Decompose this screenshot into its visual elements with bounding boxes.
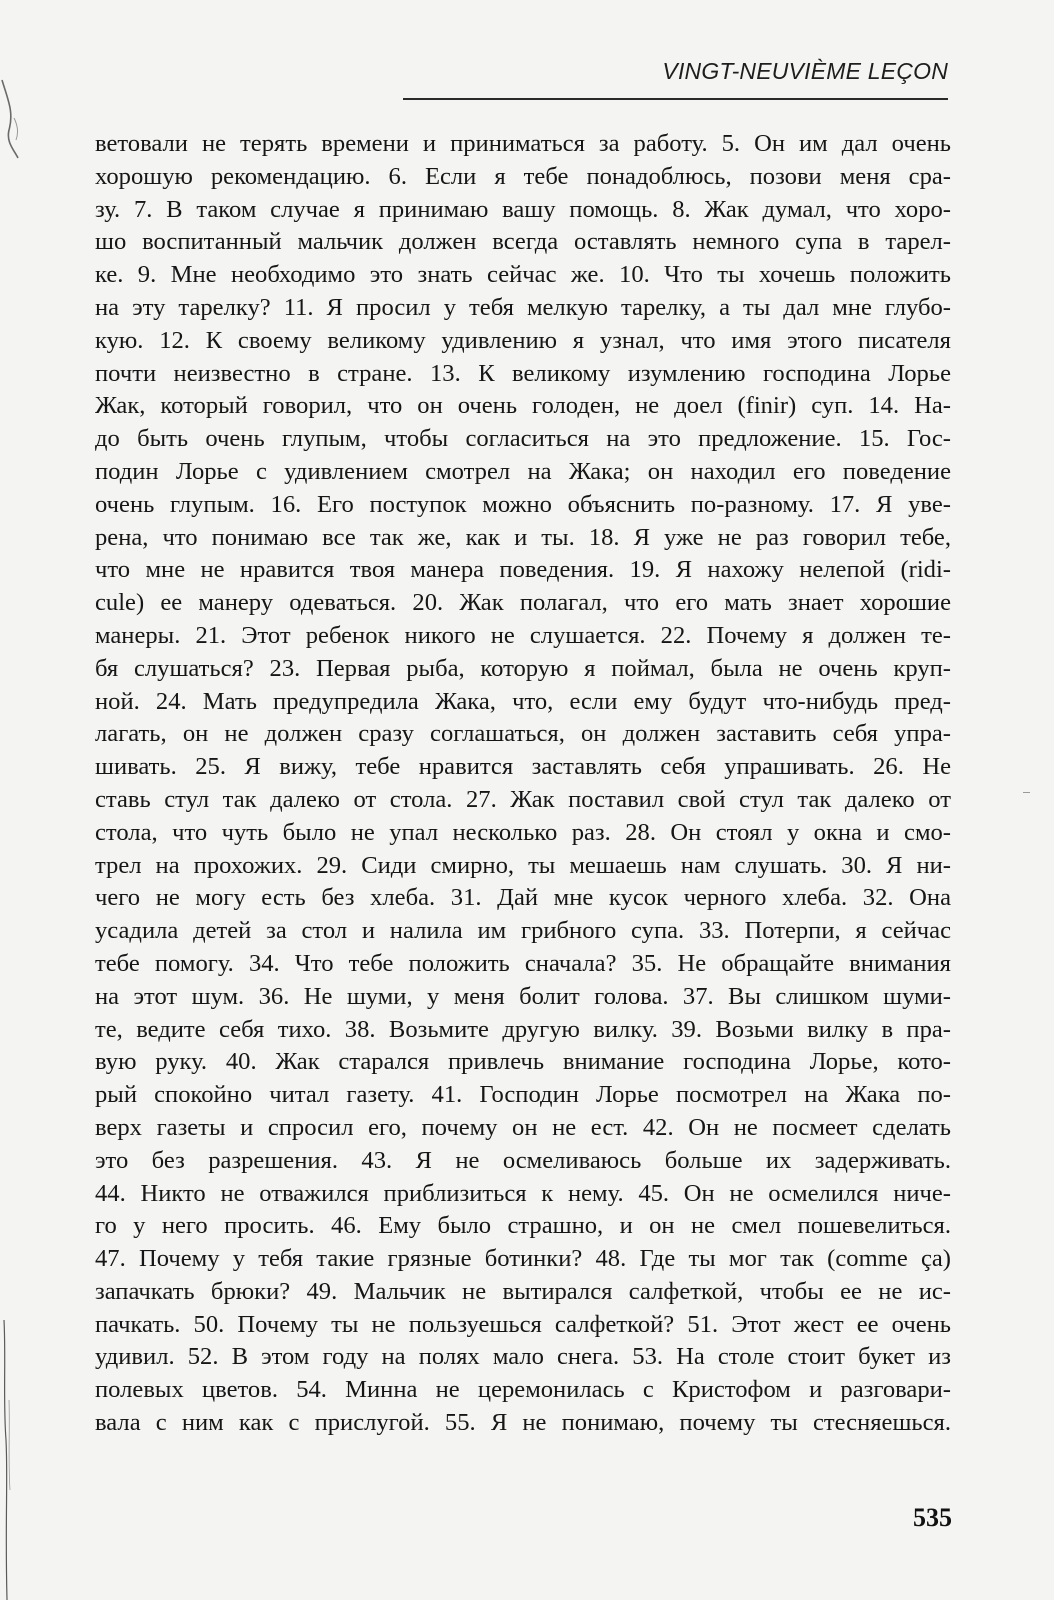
text-line: хорошую рекомендацию. 6. Если я тебе понадоблюсь, позови меня сра-: [95, 162, 951, 190]
text-line: лагать, он не должен сразу соглашаться, он должен заставить себя упра-: [95, 720, 951, 748]
text-line: вала с ним как с прислугой. 55. Я не понимаю, почему ты стесняешься.: [95, 1409, 951, 1437]
text-line: 47. Почему у тебя такие грязные ботинки? 48. Где ты мог так (comme ça): [95, 1245, 951, 1273]
text-line: на эту тарелку? 11. Я просил у тебя мелкую тарелку, а ты дал мне глубо-: [95, 293, 951, 321]
text-line: Жак, который говорил, что он очень голоден, не доел (finir) суп. 14. На-: [95, 392, 951, 420]
text-line: почти неизвестно в стране. 13. К великому изумлению господина Лорье: [95, 359, 951, 387]
text-line: те, ведите себя тихо. 38. Возьмите другую вилку. 39. Возьми вилку в пра-: [95, 1015, 951, 1043]
text-line: до быть очень глупым, чтобы согласиться на это предложение. 15. Гос-: [95, 425, 951, 453]
margin-mark: [1023, 792, 1030, 793]
text-line: удивил. 52. В этом году на полях мало снега. 53. На столе стоит букет из: [95, 1343, 951, 1371]
text-line: запачкать брюки? 49. Мальчик не вытирался салфеткой, чтобы ее не ис-: [95, 1277, 951, 1305]
text-line: усадила детей за стол и налила им грибного супа. 33. Потерпи, я сейчас: [95, 917, 951, 945]
text-line: чего не могу есть без хлеба. 31. Дай мне кусок черного хлеба. 32. Она: [95, 884, 951, 912]
text-line: го у него просить. 46. Ему было страшно, и он не смел пошевелиться.: [95, 1212, 951, 1240]
text-line: зу. 7. В таком случае я принимаю вашу помощь. 8. Жак думал, что хоро-: [95, 195, 951, 223]
text-line: cule) ее манеру одеваться. 20. Жак полагал, что его мать знает хорошие: [95, 589, 951, 617]
text-line: трел на прохожих. 29. Сиди смирно, ты мешаешь нам слушать. 30. Я ни-: [95, 851, 951, 879]
page-binding-edge: [0, 0, 22, 1600]
text-line: это без разрешения. 43. Я не осмеливаюсь больше их задерживать.: [95, 1146, 951, 1174]
text-line: очень глупым. 16. Его поступок можно объяснить по-разному. 17. Я уве-: [95, 490, 951, 518]
text-line: тебе помогу. 34. Что тебе положить сначала? 35. Не обращайте внимания: [95, 949, 951, 977]
text-line: манеры. 21. Этот ребенок никого не слушается. 22. Почему я должен те-: [95, 621, 951, 649]
text-line: шивать. 25. Я вижу, тебе нравится заставлять себя упрашивать. 26. Не: [95, 753, 951, 781]
text-line: рена, что понимаю все так же, как и ты. 18. Я уже не раз говорил тебе,: [95, 523, 951, 551]
page-number: 535: [913, 1503, 952, 1532]
text-line: ной. 24. Мать предупредила Жака, что, если ему будут что-нибудь пред-: [95, 687, 951, 715]
text-line: шо воспитанный мальчик должен всегда оставлять немного супа в тарел-: [95, 228, 951, 256]
text-line: ставь стул так далеко от стола. 27. Жак поставил свой стул так далеко от: [95, 785, 951, 813]
text-line: 44. Никто не отважился приблизиться к нему. 45. Он не осмелился ниче-: [95, 1179, 951, 1207]
running-head: VINGT-NEUVIÈME LEÇON: [662, 58, 948, 84]
text-line: стола, что чуть было не упал несколько раз. 28. Он стоял у окна и смо-: [95, 818, 951, 846]
text-line: верх газеты и спросил его, почему он не ест. 42. Он не посмеет сделать: [95, 1113, 951, 1141]
text-line: вую руку. 40. Жак старался привлечь внимание господина Лорье, кото-: [95, 1048, 951, 1076]
body-text: [95, 128, 951, 1440]
text-line: пачкать. 50. Почему ты не пользуешься салфеткой? 51. Этот жест ее очень: [95, 1310, 951, 1338]
text-line: бя слушаться? 23. Первая рыба, которую я поймал, была не очень круп-: [95, 654, 951, 682]
text-line: кую. 12. К своему великому удивлению я узнал, что имя этого писателя: [95, 326, 951, 354]
text-line: на этот шум. 36. Не шуми, у меня болит голова. 37. Вы слишком шуми-: [95, 982, 951, 1010]
header-rule: [403, 98, 948, 100]
text-line: что мне не нравится твоя манера поведения. 19. Я нахожу нелепой (ridi-: [95, 556, 951, 584]
text-line: подин Лорье с удивлением смотрел на Жака; он находил его поведение: [95, 457, 951, 485]
text-line: ке. 9. Мне необходимо это знать сейчас же. 10. Что ты хочешь положить: [95, 261, 951, 289]
text-line: полевых цветов. 54. Минна не церемонилась с Кристофом и разговари-: [95, 1376, 951, 1404]
text-line: ветовали не терять времени и приниматься за работу. 5. Он им дал очень: [95, 130, 951, 157]
text-line: рый спокойно читал газету. 41. Господин Лорье посмотрел на Жака по-: [95, 1081, 951, 1109]
